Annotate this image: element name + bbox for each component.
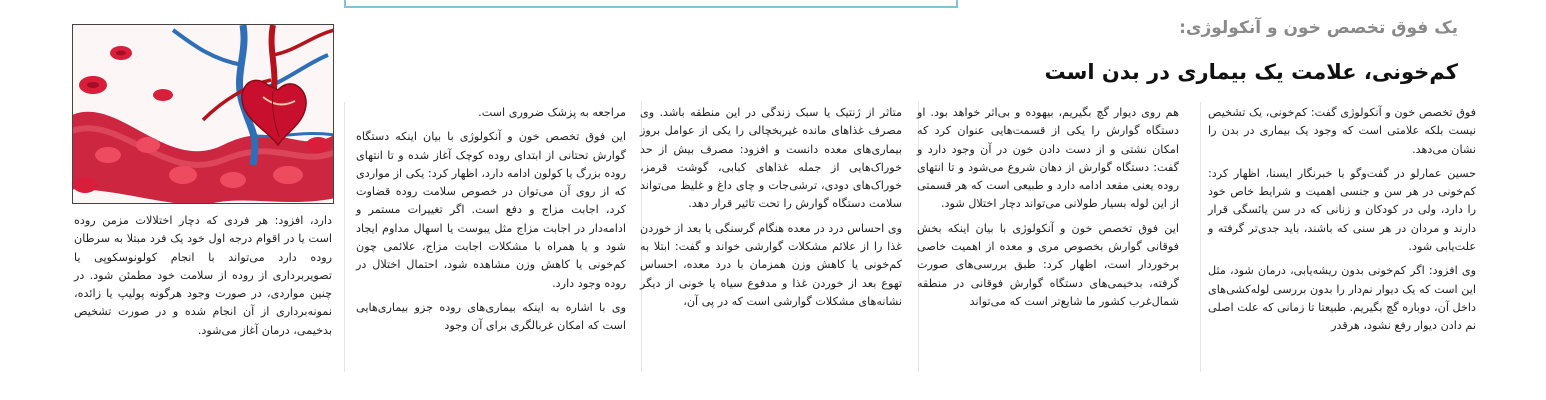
paragraph: هم روی دیوار گچ بگیریم، بیهوده و بی‌اثر خواهد بود. او دستگاه گوارش را یکی از قسمت‌هایی عنوان کرد که امکان نشتی و از دست دادن خون در آن وجود دارد و گفت: دستگاه گوارش از دهان شروع می‌شود و تا انتهای روده یعنی مقعد ادامه دارد و طبیعی است که هر قسمتی از این لوله بسیار طولانی می‌تواند دچار اختلال شود.	[917, 106, 1179, 211]
article-headline: کم‌خونی، علامت یک بیماری در بدن است	[1044, 60, 1458, 84]
paragraph: وی افزود: اگر کم‌خونی بدون ریشه‌یابی، درمان شود، مثل این است که یک دیوار نم‌دار را بدون بررسی لوله‌کشی‌های داخل آن، دوباره گچ بگیریم. طبیعتا تا زمانی که علت اصلی نم دادن دیوار رفع نشود، هرقدر	[1208, 264, 1476, 333]
top-frame-box	[344, 0, 958, 8]
article-kicker: یک فوق تخصص خون و آنکولوژی:	[1179, 18, 1458, 38]
paragraph: وی احساس درد در معده هنگام گرسنگی یا بعد از خوردن غذا را از علائم مشکلات گوارشی خواند و گفت: ابتلا به کم‌خونی یا کاهش وزن همزمان با درد معده، احساس تهوع بعد از خوردن غذا و مدفوع سیاه یا خونی از دیگر نشانه‌های مشکلات گوارشی است که در پی آن،	[640, 221, 902, 308]
paragraph: فوق تخصص خون و آنکولوژی گفت: کم‌خونی، یک تشخیص نیست بلکه علامتی است که وجود یک بیماری در بدن را نشان می‌دهد.	[1208, 106, 1476, 156]
article-column-5	[74, 212, 332, 346]
article-column-1	[1208, 104, 1476, 342]
article-column-4	[356, 104, 626, 342]
paragraph: این فوق تخصص خون و آنکولوژی با بیان اینکه دستگاه گوارش تحتانی از ابتدای روده کوچک آغاز شده و تا انتهای روده بزرگ یا کولون ادامه دارد، اظهار کرد: یکی از مواردی که از روی آن می‌توان در خصوص سلامت روده قضاوت کرد، اجابت مزاج و دفع است. اگر تغییرات مستمر و ادامه‌دار در اجابت مزاج مثل یبوست یا اسهال مداوم ایجاد شود و یا همراه با مشکلات اجابت مزاج، علائمی چون کم‌خونی یا کاهش وزن مشاهده شود، احتمال اختلال در روده وجود دارد.	[356, 130, 626, 290]
paragraph: مراجعه به پزشک ضروری است.	[478, 106, 626, 119]
paragraph: متاثر از ژنتیک یا سبک زندگی در این منطقه باشد. وی مصرف غذاهای مانده غیربخچالی را یکی از عوامل بروز بیماری‌های معده دانست و افزود: مصرف بیش از حد خوراک‌هایی از جمله غذاهای کبابی، گوشت قرمز، خوراک‌های دودی، ترشی‌جات و چای داغ و غلیظ می‌تواند سلامت دستگاه گوارش را تحت تاثیر قرار دهد.	[640, 106, 902, 211]
heart-blood-vessels-illustration-icon	[73, 25, 334, 204]
paragraph: دارد، افزود: هر فردی که دچار اختلالات مزمن روده است یا در اقوام درجه اول خود یک فرد مبتلا به سرطان روده دارد می‌تواند با انجام کولونوسکوپی یا تصویربرداری از روده از سلامت خود مطمئن شود. در چنین مواردی، در صورت وجود هرگونه پولیپ یا زائده، نمونه‌برداری از آن انجام شده و در صورت تشخیص بدخیمی، درمان آغاز می‌شود.	[74, 214, 332, 337]
paragraph: حسین عمارلو در گفت‌وگو با خبرنگار ایسنا، اظهار کرد: کم‌خونی در هر سن و جنسی اهمیت و شرایط خاص خود را دارد، ولی در کودکان و زنانی که در سن یائسگی قرار دارند و مردان در هر سنی که باشند، باید جدی‌تر گرفته و علت‌یابی شود.	[1208, 166, 1476, 254]
column-rule	[1200, 102, 1201, 372]
article-column-2	[917, 104, 1179, 317]
heart-illustration-figure	[72, 24, 334, 204]
article-column-3	[640, 104, 902, 317]
paragraph: این فوق تخصص خون و آنکولوژی با بیان اینکه بخش فوقانی گوارش بخصوص مری و معده از اهمیت خاصی برخوردار است، اظهار کرد: طبق بررسی‌های صورت گرفته، بدخیمی‌های دستگاه گوارش فوقانی در منطقه شمال‌غرب کشور ما شایع‌تر است که می‌تواند	[917, 221, 1179, 308]
paragraph: وی با اشاره به اینکه بیماری‌های روده جزو بیماری‌هایی است که امکان غربالگری برای آن وجود	[356, 300, 626, 333]
column-rule	[344, 102, 345, 372]
